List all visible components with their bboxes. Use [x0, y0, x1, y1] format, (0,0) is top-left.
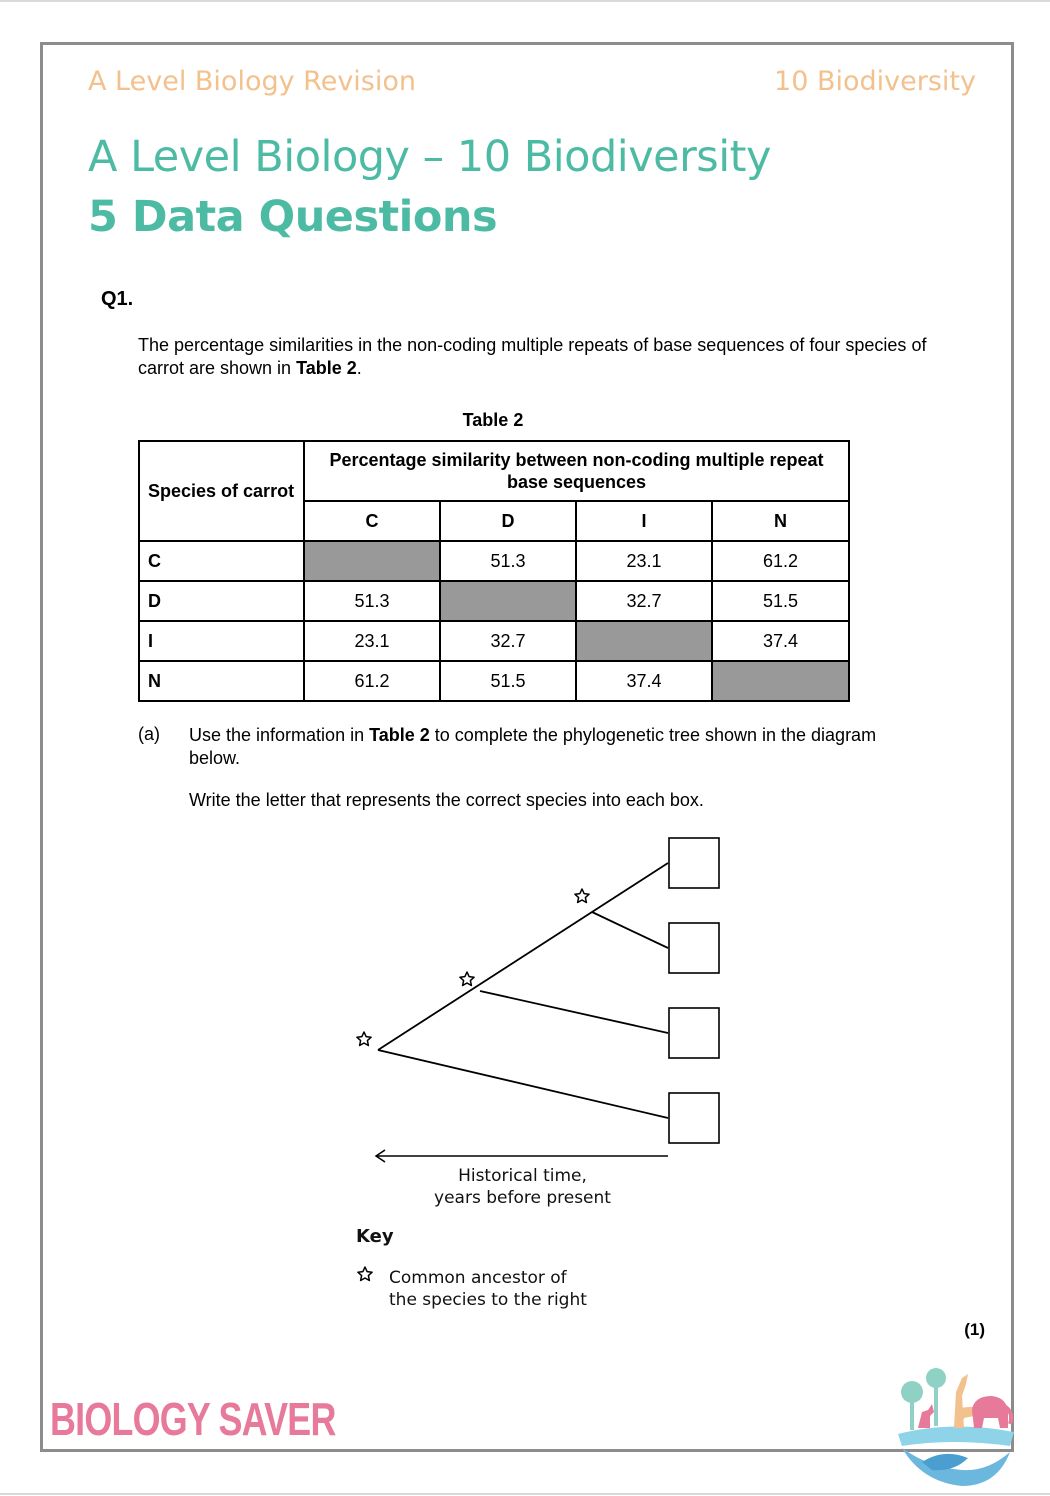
tree-branch [480, 991, 668, 1033]
row-label: D [139, 581, 304, 621]
column-header-i: I [576, 501, 712, 541]
question-intro [138, 334, 928, 380]
phylogenetic-tree [340, 830, 740, 1220]
table-cell: 51.3 [440, 541, 576, 581]
table-cell: 32.7 [576, 581, 712, 621]
row-label: N [139, 661, 304, 701]
marks-label: (1) [964, 1320, 985, 1339]
bottom-rule [0, 1493, 1050, 1495]
question-number: Q1. [101, 288, 134, 310]
table-cell: 51.5 [440, 661, 576, 701]
intro-text-2: . [356, 358, 362, 378]
page-title: A Level Biology – 10 Biodiversity [88, 132, 771, 182]
part-a-label: (a) [138, 724, 160, 744]
axis-label-line-1: Historical time, [458, 1166, 587, 1186]
similarity-table [138, 440, 850, 702]
table-row [139, 621, 849, 661]
ancestor-star-icon [460, 972, 474, 986]
table-row [139, 541, 849, 581]
table-caption: Table 2 [462, 410, 524, 430]
biology-saver-logo-icon [892, 1362, 1017, 1490]
part-a-instruction: Write the letter that represents the correct species into each box. [189, 790, 704, 810]
table-cell: 32.7 [440, 621, 576, 661]
row-label: C [139, 541, 304, 581]
key-title: Key [356, 1226, 394, 1247]
table-cell-shaded [576, 621, 712, 661]
tree-branch [592, 912, 668, 948]
part-a-text-1: Use the information in [189, 725, 370, 745]
table-cell: 23.1 [576, 541, 712, 581]
tree-branch [378, 1050, 668, 1118]
table-cell: 61.2 [712, 541, 849, 581]
ancestor-star-icon [575, 889, 589, 903]
intro-text-1: The percentage similarities in the non-coding multiple repeats of base sequences of four species of carrot are shown in [138, 335, 927, 378]
part-a-text [189, 724, 889, 770]
answer-box-1[interactable] [669, 838, 719, 888]
key-star-icon [354, 1265, 376, 1287]
ancestor-star-icon [357, 1032, 371, 1046]
answer-box-2[interactable] [669, 923, 719, 973]
species-header: Species of carrot [139, 441, 304, 541]
brand-wordmark: BIOLOGY SAVER [50, 1393, 336, 1445]
part-a-text-2: to complete the phylogenetic tree shown in the diagram below. [189, 725, 877, 768]
column-header-c: C [304, 501, 440, 541]
top-rule [0, 0, 1050, 2]
key-line-1: Common ancestor of [389, 1268, 567, 1288]
answer-box-3[interactable] [669, 1008, 719, 1058]
table-cell: 37.4 [712, 621, 849, 661]
table-cell: 61.2 [304, 661, 440, 701]
table-row [139, 661, 849, 701]
table-cell: 51.5 [712, 581, 849, 621]
header-right: 10 Biodiversity [774, 66, 976, 97]
row-label: I [139, 621, 304, 661]
table-cell: 51.3 [304, 581, 440, 621]
column-header-d: D [440, 501, 576, 541]
intro-bold: Table 2 [296, 358, 357, 378]
axis-label-line-2: years before present [434, 1188, 611, 1208]
table-cell: 37.4 [576, 661, 712, 701]
table-cell-shaded [440, 581, 576, 621]
time-axis-label [400, 1165, 645, 1209]
tree-branch [378, 863, 668, 1050]
similarity-header: Percentage similarity between non-coding multiple repeat base sequences [304, 441, 849, 501]
page-subtitle: 5 Data Questions [88, 192, 498, 242]
key-description [389, 1267, 649, 1311]
table-cell: 23.1 [304, 621, 440, 661]
key-line-2: the species to the right [389, 1290, 587, 1310]
table-cell-shaded [712, 661, 849, 701]
part-a-bold: Table 2 [369, 725, 430, 745]
table-row [139, 581, 849, 621]
header-left: A Level Biology Revision [88, 66, 417, 97]
table-cell-shaded [304, 541, 440, 581]
column-header-n: N [712, 501, 849, 541]
answer-box-4[interactable] [669, 1093, 719, 1143]
